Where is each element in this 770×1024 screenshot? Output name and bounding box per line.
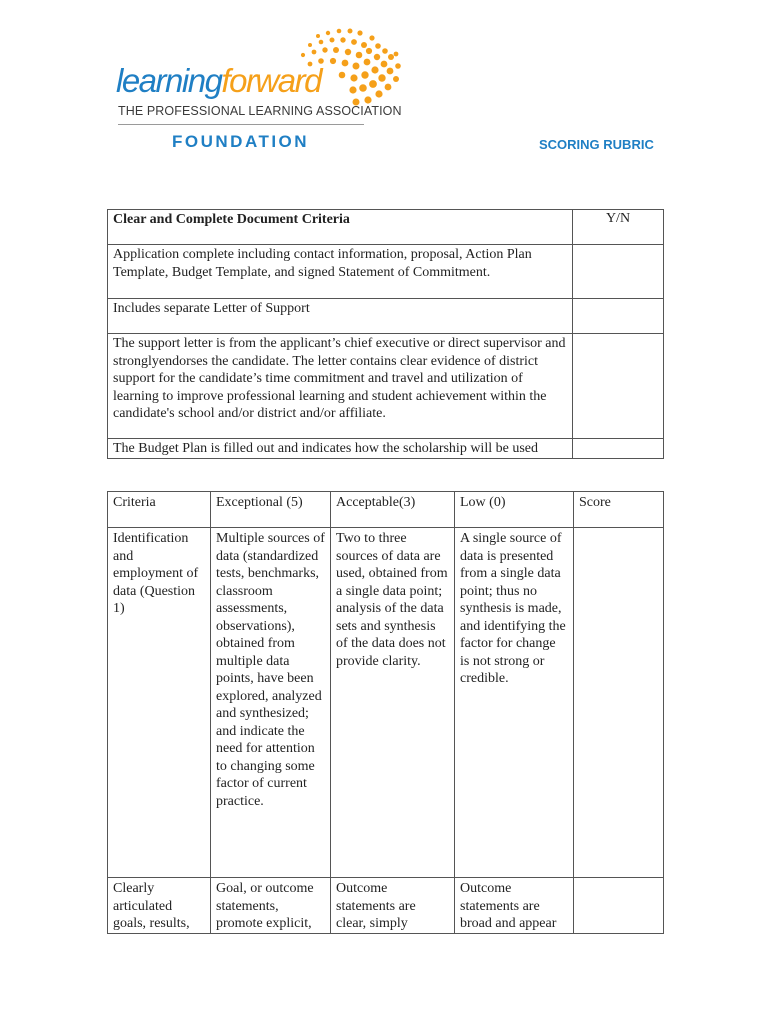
logo-word-forward: forward [221,62,321,99]
criteria-header-row [108,492,664,528]
tagline-divider [118,124,364,125]
logo-word-learning: learning [116,62,222,99]
doc-yn-cell[interactable] [573,334,664,439]
criteria-header: Criteria [108,492,211,528]
exceptional-header: Exceptional (5) [211,492,331,528]
doc-criteria-cell: Includes separate Letter of Support [108,299,573,334]
criteria-cell: Identification and employment of data (Question 1) [108,528,211,878]
doc-table-row [108,334,664,439]
low-cell: Outcome statements are broad and appear [455,878,574,934]
exceptional-cell: Multiple sources of data (standardized tests, benchmarks, classroom assessments, observations), obtained from multiple data points, have been explored, analyzed and synthesized; and indicate the need for attention to changing some factor of current practice. [211,528,331,878]
criteria-row [108,878,664,934]
doc-yn-header: Y/N [573,210,664,245]
doc-yn-cell[interactable] [573,299,664,334]
acceptable-header: Acceptable(3) [331,492,455,528]
doc-table-row [108,245,664,299]
acceptable-cell: Outcome statements are clear, simply [331,878,455,934]
score-cell[interactable] [574,528,664,878]
foundation-heading: FOUNDATION [172,132,310,151]
scoring-rubric-title: SCORING RUBRIC [539,137,654,152]
scoring-criteria-table [107,491,664,934]
low-header: Low (0) [455,492,574,528]
acceptable-cell: Two to three sources of data are used, obtained from a single data point; analysis of the data sets and synthesis of the data does not provide clarity. [331,528,455,878]
score-cell[interactable] [574,878,664,934]
doc-table-row [108,299,664,334]
document-criteria-table [107,209,664,459]
doc-criteria-cell: Application complete including contact information, proposal, Action Plan Template, Budget Template, and signed Statement of Commitment. [108,245,573,299]
score-header: Score [574,492,664,528]
doc-yn-cell[interactable] [573,439,664,459]
doc-criteria-cell: The support letter is from the applicant’s chief executive or direct supervisor and stronglyendorses the candidate. The letter contains clear evidence of district support for the candidate’s time commitment and travel and utilization of learning to improve professional learning and student achievement within the candidate's school and/or district and/or affiliate. [108,334,573,439]
low-cell: A single source of data is presented from a single data point; thus no synthesis is made, and identifying the factor for change is not strong or credible. [455,528,574,878]
doc-table-row [108,439,664,459]
doc-criteria-cell: The Budget Plan is filled out and indicates how the scholarship will be used [108,439,573,459]
doc-criteria-header: Clear and Complete Document Criteria [108,210,573,245]
criteria-cell: Clearly articulated goals, results, [108,878,211,934]
criteria-row [108,528,664,878]
logo-wordmark [116,62,321,100]
doc-table-header-row [108,210,664,245]
association-tagline: THE PROFESSIONAL LEARNING ASSOCIATION [118,104,402,118]
exceptional-cell: Goal, or outcome statements, promote explicit, [211,878,331,934]
doc-yn-cell[interactable] [573,245,664,299]
